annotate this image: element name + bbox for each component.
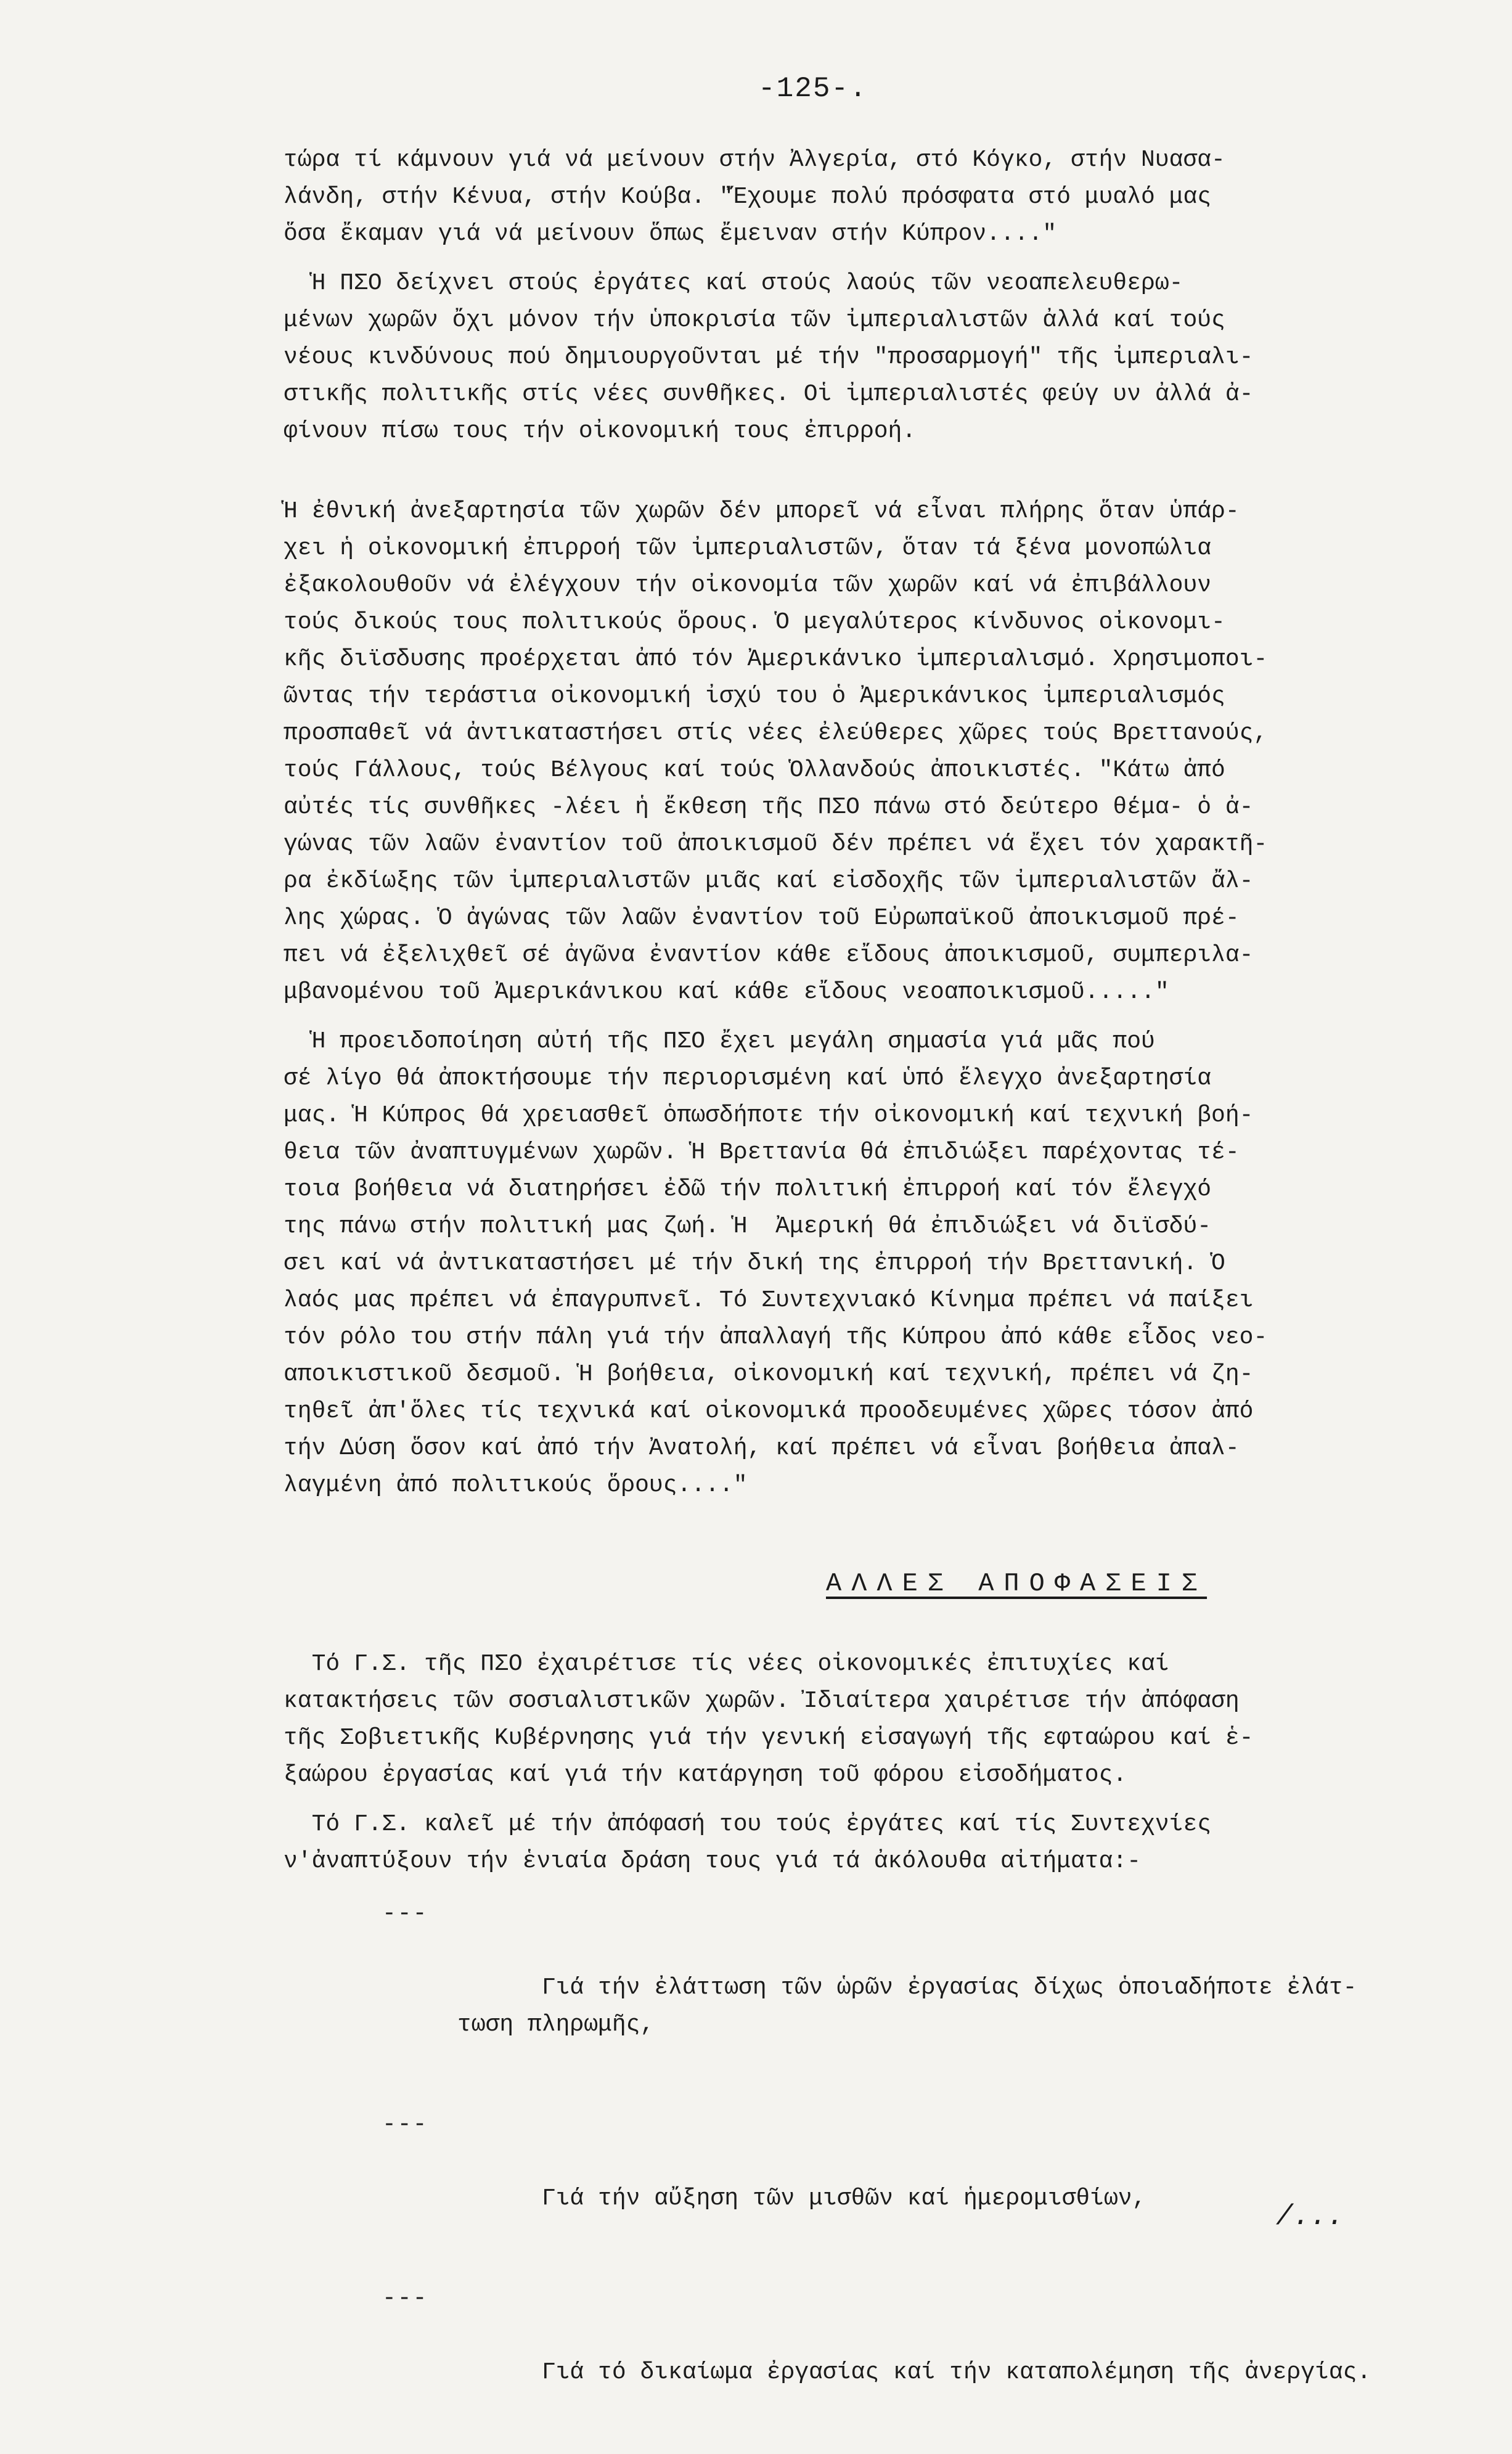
list-item: [382, 1896, 1492, 2080]
list-item-text: Γιά τήν ἐλάττωση τῶν ὡρῶν ἐργασίας δίχως ὁποιαδήποτε ἐλάτ- τωση πληρωμῆς,: [457, 1974, 1357, 2038]
paragraph-2: Ἡ ΠΣΟ δείχνει στούς ἐργάτες καί στούς λαούς τῶν νεοαπελευθερω- μένων χωρῶν ὄχι μόνον τήν ὑποκρισία τῶν ἰμπεριαλιστῶν ἀλλά καί τούς νέους κινδύνους πού δημιουργοῦνται μέ τήν "προσαρμογή" τῆς ἰμπεριαλι- στικῆς πολιτικῆς στίς νέες συνθῆκες. Οἱ ἰμπεριαλιστές φεύγ υν ἀλλά ἀ- φίνουν πίσω τους τήν οἰκονομική τους ἐπιρροή.: [284, 270, 1254, 444]
paragraph-3: Ἡ ἐθνική ἀνεξαρτησία τῶν χωρῶν δέν μπορεῖ νά εἶναι πλήρης ὅταν ὑπάρ- χει ἡ οἰκονομική ἐπιρροή τῶν ἰμπεριαλιστῶν, ὅταν τά ξένα μονοπώλια ἐξακολουθοῦν νά ἐλέγχουν τήν οἰκονομία τῶν χωρῶν καί νά ἐπιβάλλουν τούς δικούς τους πολιτικούς ὅρους. Ὁ μεγαλύτερος κίνδυνος οἰκονομι- κῆς διϊσδυσης προέρχεται ἀπό τόν Ἀμερικάνικο ἰμπεριαλισμό. Χρησιμοποι- ῶντας τήν τεράστια οἰκονομική ἰσχύ του ὁ Ἀμερικάνικος ἰμπεριαλισμός προσπαθεῖ νά ἀντικαταστήσει στίς νέες ἐλεύθερες χῶρες τούς Βρεττανούς, τούς Γάλλους, τούς Βέλγους καί τούς Ὁλλανδούς ἀποικιστές. "Κάτω ἀπό αὐτές τίς συνθῆκες -λέει ἡ ἔκθεση τῆς ΠΣΟ πάνω στό δεύτερο θέμα- ὁ ἀ- γώνας τῶν λαῶν ἐναντίον τοῦ ἀποικισμοῦ δέν πρέπει νά ἔχει τόν χαρακτῆ- ρα ἐκδίωξης τῶν ἰμπεριαλιστῶν μιᾶς καί εἰσδοχῆς τῶν ἰμπεριαλιστῶν ἄλ- λης χώρας. Ὁ ἀγώνας τῶν λαῶν ἐναντίον τοῦ Εὐρωπαϊκοῦ ἀποικισμοῦ πρέ- πει νά ἐξελιχθεῖ σέ ἀγῶνα ἐναντίον κάθε εἴδους ἀποικισμοῦ, συμπεριλα- μβανομένου τοῦ Ἀμερικάνικου καί κάθε εἴδους νεοαποικισμοῦ.....": [284, 498, 1268, 1005]
list-dash: ---: [382, 1900, 428, 1927]
list-dash: ---: [382, 2111, 428, 2138]
section-heading: ΑΛΛΕΣ ΑΠΟΦΑΣΕΙΣ: [826, 1569, 1208, 1598]
paragraph-5: Τό Γ.Σ. τῆς ΠΣΟ ἐχαιρέτισε τίς νέες οἰκονομικές ἐπιτυχίες καί κατακτήσεις τῶν σοσιαλιστικῶν χωρῶν. Ἰδιαίτερα χαιρέτισε τήν ἀπόφαση τῆς Σοβιετικῆς Κυβέρνησης γιά τήν γενική εἰσαγωγή τῆς εφταώρου καί ἑ- ξαώρου ἐργασίας καί γιά τήν κατάργηση τοῦ φόρου εἰσοδήματος.: [284, 1651, 1254, 1788]
demands-list: [382, 1896, 1492, 2454]
list-item-text: Γιά τό δικαίωμα ἐργασίας καί τήν καταπολέμηση τῆς ἀνεργίας.: [541, 2359, 1371, 2386]
paragraph-1: τώρα τί κάμνουν γιά νά μείνουν στήν Ἀλγερία, στό Κόγκο, στήν Νυασα- λάνδη, στήν Κένυα, στήν Κούβα. "Ἔχουμε πολύ πρόσφατα στό μυαλό μας ὅσα ἔκαμαν γιά νά μείνουν ὅπως ἔμειναν στήν Κύπρον....": [284, 147, 1225, 247]
page-number: -125-.: [758, 73, 868, 105]
paragraph-4: Ἡ προειδοποίηση αὐτή τῆς ΠΣΟ ἔχει μεγάλη σημασία γιά μᾶς πού σέ λίγο θά ἀποκτήσουμε τήν περιορισμένη καί ὑπό ἔλεγχο ἀνεξαρτησία μας. Ἡ Κύπρος θά χρειασθεῖ ὁπωσδήποτε τήν οἰκονομική καί τεχνική βοή- θεια τῶν ἀναπτυγμένων χωρῶν. Ἡ Βρεττανία θά ἐπιδιώξει παρέχοντας τέ- τοια βοήθεια νά διατηρήσει ἐδῶ τήν πολιτική ἐπιρροή καί τόν ἔλεγχό της πάνω στήν πολιτική μας ζωή. Ἡ Ἀμερική θά ἐπιδιώξει νά διϊσδύ- σει καί νά ἀντικαταστήσει μέ τήν δική της ἐπιρροή τήν Βρεττανική. Ὁ λαός μας πρέπει νά ἐπαγρυπνεῖ. Τό Συντεχνιακό Κίνημα πρέπει νά παίξει τόν ρόλο του στήν πάλη γιά τήν ἀπαλλαγή τῆς Κύπρου ἀπό κάθε εἶδος νεο- αποικιστικοῦ δεσμοῦ. Ἡ βοήθεια, οἰκονομική καί τεχνική, πρέπει νά ζη- τηθεῖ ἀπ'ὅλες τίς τεχνικά καί οἰκονομικά προοδευμένες χῶρες τόσον ἀπό τήν Δύση ὅσον καί ἀπό τήν Ἀνατολή, καί πρέπει νά εἶναι βοήθεια ἀπαλ- λαγμένη ἀπό πολιτικούς ὅρους....": [284, 1028, 1268, 1499]
list-item: [382, 2280, 1492, 2428]
list-item-text: Γιά τήν αὔξηση τῶν μισθῶν καί ἡμερομισθίων,: [541, 2185, 1146, 2212]
continuation-mark: /...: [1276, 2201, 1344, 2233]
paragraph-6: Τό Γ.Σ. καλεῖ μέ τήν ἀπόφασή του τούς ἐργάτες καί τίς Συντεχνίες ν'ἀναπτύξουν τήν ἑνιαία δράση τους γιά τά ἀκόλουθα αἰτήματα:-: [284, 1811, 1212, 1875]
list-dash: ---: [382, 2285, 428, 2312]
